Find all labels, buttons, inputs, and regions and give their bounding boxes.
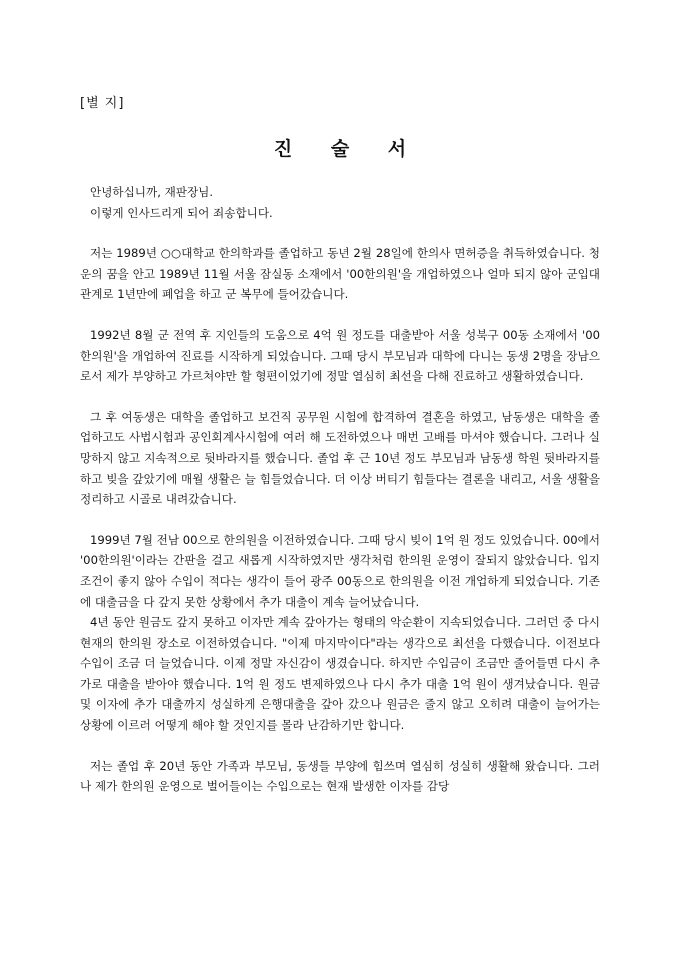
greeting-line: 안녕하십니까, 재판장님. <box>90 185 214 199</box>
paragraph-education: 저는 1989년 ○○대학교 한의학과를 졸업하고 동년 2월 28일에 한의사 면허증을 취득하였습니다. 청운의 꿈을 안고 1989년 11월 서울 잠실동 소재에서 '00한의원'을 개업하였으나 얼마 되지 않아 군입대관계로 1년만에 폐업을 하고 군 복무에 들어갔습니다. <box>80 246 600 302</box>
document-body <box>80 182 600 797</box>
paragraph-conclusion: 저는 졸업 후 20년 동안 가족과 부모님, 동생들 부양에 힘쓰며 열심히 성실히 생활해 왔습니다. 그러나 제가 한의원 운영으로 벌어들이는 수입으로는 현재 발생한 이자를 감당 <box>80 758 600 794</box>
paragraph-relocation: 1999년 7월 전남 00으로 한의원을 이전하였습니다. 그때 당시 빚이 1억 원 정도 있었습니다. 00에서 '00한의원'이라는 간판을 걸고 새롭게 시작하였지만 생각처럼 한의원 운영이 잘되지 않았습니다. 입지조건이 좋지 않아 수입이 적다는 생각이 들어 광주 00동으로 한의원을 이전 개업하게 되었습니다. 기존에 대출금을 다 갚지 못한 상황에서 추가 대출이 계속 늘어났습니다. <box>80 532 600 609</box>
greeting-block <box>80 182 600 223</box>
paragraph-seoul-clinic: 1992년 8월 군 전역 후 지인들의 도움으로 4억 원 정도를 대출받아 서울 성북구 00동 소재에서 '00한의원'을 개업하여 진료를 시작하게 되었습니다. 그때 당시 부모님과 대학에 다니는 동생 2명을 장남으로서 제가 부양하고 가르쳐야만 할 형편이었기에 정말 열심히 최선을 다해 진료하고 생활하였습니다. <box>80 327 600 384</box>
greeting-line: 이렇게 인사드리게 되어 죄송합니다. <box>90 205 273 220</box>
paragraph-siblings: 그 후 여동생은 대학을 졸업하고 보건직 공무원 시험에 합격하여 결혼을 하였고, 남동생은 대학을 졸업하고도 사법시험과 공인회계사시험에 여러 해 도전하였으나 매번 고배를 마셔야 했습니다. 그러나 실망하지 않고 지속적으로 뒷바라지를 했습니다. 졸업 후 근 10년 정도 부모님과 남동생 학원 뒷바라지를 하고 빚을 갚았기에 매월 생활은 늘 힘들었습니다. 더 이상 버티기 힘들다는 결론을 내리고, 서울 생활을 정리하고 시골로 내려갔습니다. <box>80 409 600 507</box>
attachment-label: [별 지] <box>80 96 125 111</box>
document-title: 진 술 서 <box>273 138 423 160</box>
paragraph-debt-cycle: 4년 동안 원금도 갚지 못하고 이자만 계속 갚아가는 형태의 악순환이 지속되었습니다. 그러던 중 다시 현재의 한의원 장소로 이전하였습니다. "이제 마지막이다"라는 생각으로 최선을 다했습니다. 이전보다 수입이 조금 더 늘었습니다. 이제 정말 자신감이 생겼습니다. 하지만 수입금이 조금만 줄어들면 다시 추가로 대출을 받아야 했습니다. 1억 원 정도 변제하였으나 다시 추가 대출 1억 원이 생겨났습니다. 원금 및 이자에 추가 대출까지 성실하게 은행대출을 갚아 갔으나 원금은 줄지 않고 오히려 대출이 늘어가는 상황에 이르러 어떻게 해야 할 것인지를 몰라 난감하기만 합니다. <box>80 615 600 733</box>
